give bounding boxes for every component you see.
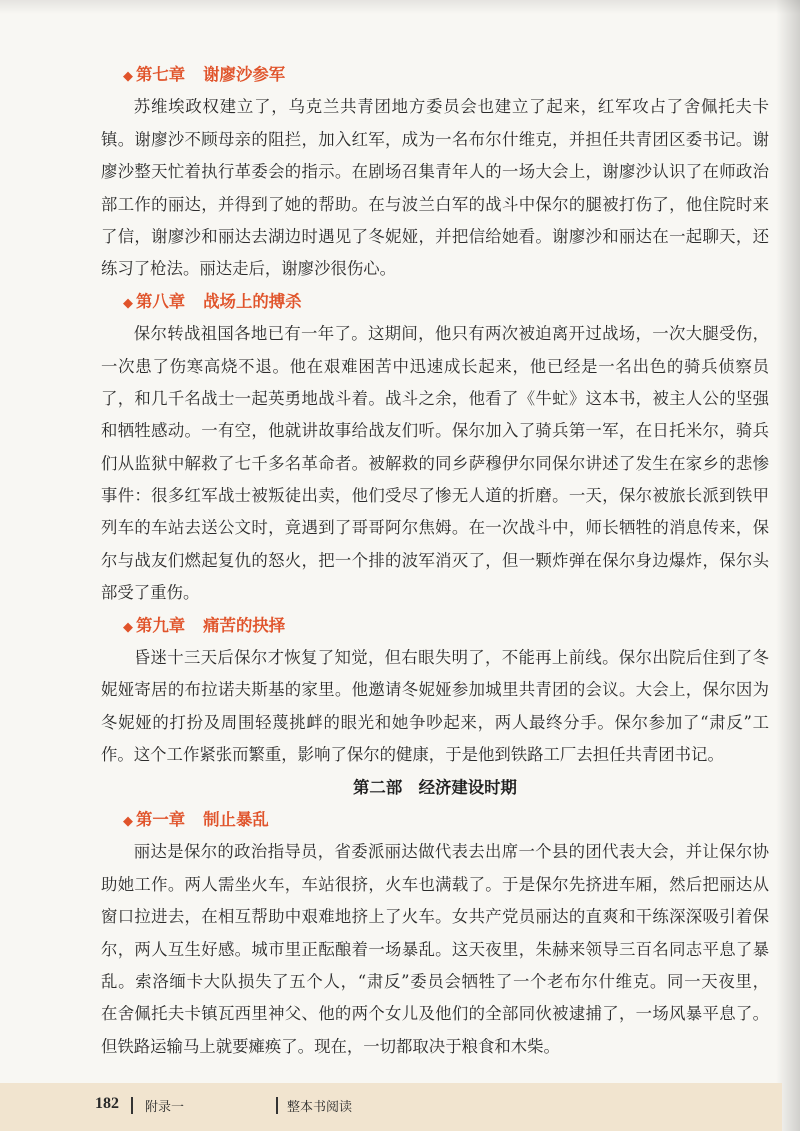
- chapter-title: 痛苦的抉择: [203, 615, 286, 635]
- text-line: 事件：很多红军战士被叛徒出卖，他们受尽了惨无人道的折磨。一天，保尔被旅长派到铁甲: [101, 486, 769, 506]
- text-line: 一次患了伤寒高烧不退。他在艰难困苦中迅速成长起来，他已经是一名出色的骑兵侦察员: [101, 356, 769, 376]
- chapter-heading: [101, 804, 769, 836]
- text-line: 练习了枪法。丽达走后，谢廖沙很伤心。: [101, 259, 397, 279]
- chapter-number: 第一章: [136, 809, 186, 829]
- text-line: 部工作的丽达，并得到了她的帮助。在与波兰白军的战斗中保尔的腿被打伤了，他住院时来: [101, 194, 769, 214]
- chapter-heading: [101, 59, 769, 91]
- text-line: 昏迷十三天后保尔才恢复了知觉，但右眼失明了，不能再上前线。保尔出院后住到了冬: [133, 648, 769, 668]
- text-line: 尔，两人互生好感。城市里正酝酿着一场暴乱。这天夜里，朱赫来领导三百名同志平息了暴: [101, 939, 769, 959]
- diamond-bullet-icon: ◆: [123, 619, 133, 635]
- text-line: 尔与战友们燃起复仇的怒火，把一个排的波军消灭了，但一颗炸弹在保尔身边爆炸，保尔头: [101, 550, 769, 570]
- text-line: 了信，谢廖沙和丽达去湖边时遇见了冬妮娅，并把信给她看。谢廖沙和丽达在一起聊天，还: [101, 226, 769, 246]
- footer-divider: [276, 1097, 278, 1114]
- footer-divider: [131, 1097, 133, 1114]
- footer-section: 整本书阅读: [287, 1100, 353, 1115]
- scan-shadow-right: [776, 0, 800, 1131]
- text-line: 们从监狱中解救了七千多名革命者。被解救的同乡萨穆伊尔同保尔讲述了发生在家乡的悲惨: [101, 453, 769, 473]
- chapter-number: 第九章: [136, 615, 186, 635]
- text-line: 在舍佩托夫卡镇瓦西里神父、他的两个女儿及他们的全部同伙被逮捕了，一场风暴平息了。: [101, 1004, 769, 1024]
- text-line: 列车的车站去送公文时，竟遇到了哥哥阿尔焦姆。在一次战斗中，师长牺牲的消息传来，保: [101, 518, 769, 538]
- text-line: 部受了重伤。: [101, 583, 200, 603]
- text-line: 廖沙整天忙着执行革委会的指示。在剧场召集青年人的一场大会上，谢廖沙认识了在师政治: [101, 162, 769, 182]
- text-line: 了，和几千名战士一起英勇地战斗着。战斗之余，他看了《牛虻》这本书，被主人公的坚强: [101, 388, 769, 408]
- chapter-heading: [101, 610, 769, 642]
- text-line: 助她工作。两人需坐火车，车站很挤，火车也满载了。于是保尔先挤进车厢，然后把丽达从: [101, 874, 769, 894]
- text-line: 但铁路运输马上就要瘫痪了。现在，一切都取决于粮食和木柴。: [101, 1036, 560, 1056]
- text-line: 作。这个工作紧张而繁重，影响了保尔的健康，于是他到铁路工厂去担任共青团书记。: [101, 745, 724, 765]
- footer-appendix: 附录一: [145, 1100, 185, 1115]
- diamond-bullet-icon: ◆: [123, 69, 133, 84]
- chapter-title: 战场上的搏杀: [203, 291, 302, 311]
- chapter-heading: [101, 286, 769, 318]
- text-line: 和牺牲感动。一有空，他就讲故事给战友们听。保尔加入了骑兵第一军，在日托米尔，骑兵: [101, 421, 769, 441]
- text-line: 妮娅寄居的布拉诺夫斯基的家里。他邀请冬妮娅参加城里共青团的会议。大会上，保尔因为: [101, 680, 769, 700]
- chapter-number: 第七章: [136, 65, 186, 84]
- page-body: [101, 59, 769, 1063]
- text-line: 保尔转战祖国各地已有一年了。这期间，他只有两次被迫离开过战场，一次大腿受伤，: [133, 324, 769, 344]
- diamond-bullet-icon: ◆: [123, 295, 133, 311]
- chapter-title: 谢廖沙参军: [203, 65, 286, 84]
- part-title: 第二部 经济建设时期: [353, 777, 517, 797]
- page-number: 182: [95, 1095, 119, 1112]
- text-line: 镇。谢廖沙不顾母亲的阻拦，加入红军，成为一名布尔什维克，并担任共青团区委书记。谢: [101, 129, 769, 149]
- text-line: 苏维埃政权建立了，乌克兰共青团地方委员会也建立了起来，红军攻占了舍佩托夫卡: [133, 97, 769, 117]
- chapter-number: 第八章: [136, 291, 186, 311]
- text-line: 冬妮娅的打扮及周围轻蔑挑衅的眼光和她争吵起来，两人最终分手。保尔参加了“肃反”工: [101, 712, 769, 732]
- text-line: 丽达是保尔的政治指导员，省委派丽达做代表去出席一个县的团代表大会，并让保尔协: [133, 842, 769, 862]
- diamond-bullet-icon: ◆: [123, 813, 133, 829]
- chapter-title: 制止暴乱: [203, 809, 269, 829]
- scan-shadow-top: [0, 0, 800, 14]
- text-line: 窗口拉进去，在相互帮助中艰难地挤上了火车。女共产党员丽达的直爽和干练深深吸引着保: [101, 907, 769, 927]
- text-line: 乱。索洛缅卡大队损失了五个人，“肃反”委员会牺牲了一个老布尔什维克。同一天夜里，: [101, 971, 769, 991]
